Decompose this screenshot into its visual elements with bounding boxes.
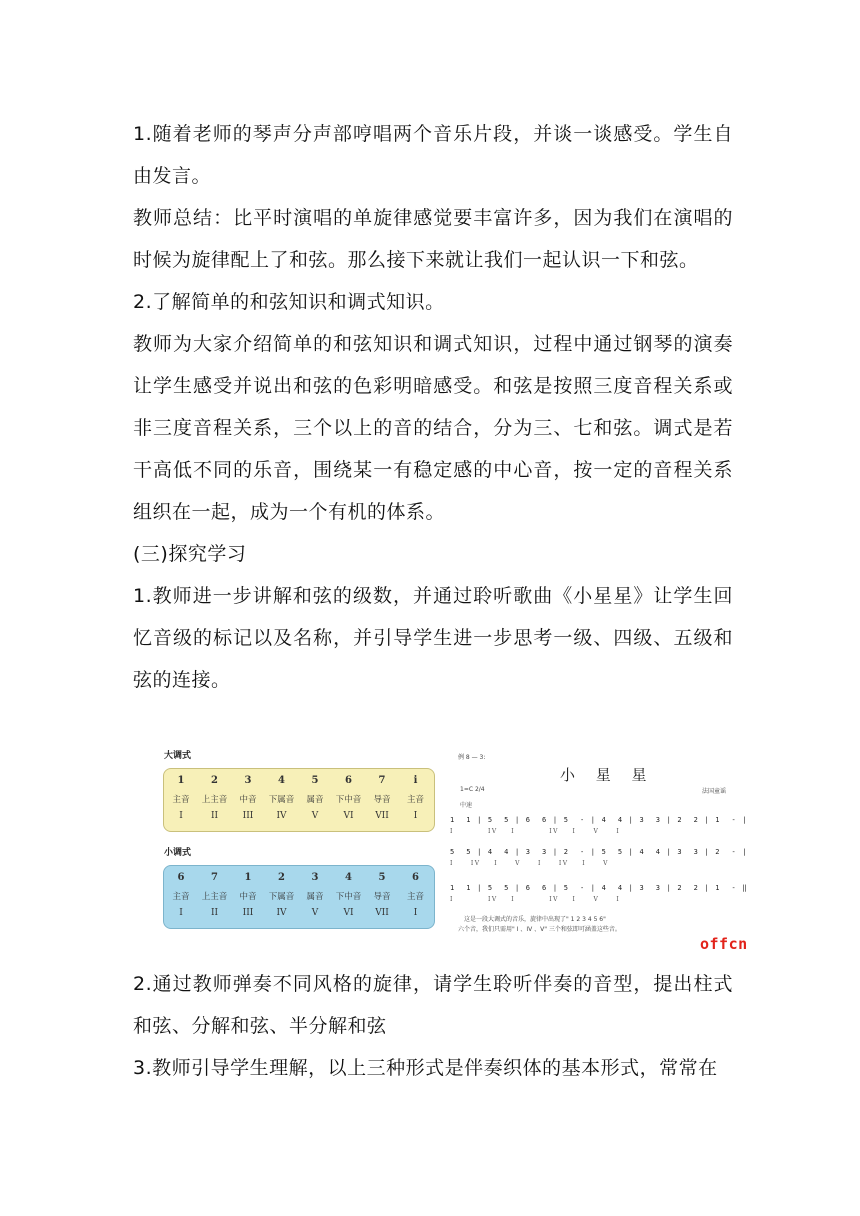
minor-scale-degree-8: 6 <box>412 872 419 883</box>
score-origin: 法国童谣 <box>702 788 727 795</box>
minor-scale-degree-6: 4 <box>345 872 352 883</box>
major-scale-name-7: 导音 <box>373 795 391 805</box>
major-scale-degree-8: i <box>413 775 418 786</box>
minor-scale-degree-2: 7 <box>211 872 218 883</box>
offcn-watermark: offcn <box>700 935 748 953</box>
minor-scale-roman-5: V <box>311 908 319 918</box>
minor-scale-roman-8: I <box>413 908 418 918</box>
major-scale-roman-3: III <box>242 811 254 821</box>
major-scale-name-5: 属音 <box>306 795 324 805</box>
major-scale-roman-1: I <box>179 811 183 821</box>
minor-scale-name-1: 主音 <box>172 892 190 902</box>
major-scale-title: 大调式 <box>164 751 192 761</box>
minor-scale-name-2: 上主音 <box>201 892 228 902</box>
minor-scale-degree-7: 5 <box>378 872 386 883</box>
minor-scale-degree-5: 3 <box>311 872 319 883</box>
score-row: 5 5 | 4 4 | 3 3 | 2 - | 5 5 | 4 4 | 3 3 | 2 - | <box>450 848 748 856</box>
major-scale-roman-2: II <box>210 811 219 821</box>
score-row: 1 1 | 5 5 | 6 6 | 5 - | 4 4 | 3 3 | 2 2 | 1 - ‖ <box>450 884 748 892</box>
minor-scale-degree-1: 6 <box>177 872 185 883</box>
paragraph-6: 1.教师进一步讲解和弦的级数，并通过聆听歌曲《小星星》让学生回忆音级的标记以及名称，并引导学生进一步思考一级、四级、五级和弦的连接。 <box>133 585 733 691</box>
minor-scale-roman-6: VI <box>343 908 354 918</box>
minor-scale-roman-4: IV <box>276 908 287 918</box>
score-note-line-2: 六个音，我们只需用" I 、IV 、V" 三个和弦即可涵盖这些音。 <box>458 926 621 933</box>
paragraph-4: 教师为大家介绍简单的和弦知识和调式知识，过程中通过钢琴的演奏让学生感受并说出和弦的色彩明暗感受。和弦是按照三度音程关系或非三度音程关系，三个以上的音的结合，分为三、七和弦。调式是若干高低不同的乐音，围绕某一有稳定感的中心音，按一定的音程关系组织在一起，成为一个有机的体系。 <box>133 333 733 523</box>
minor-scale-degree-3: 1 <box>244 872 252 883</box>
major-scale-degree-7: 7 <box>378 775 386 786</box>
major-scale-roman-7: VII <box>375 811 389 821</box>
score-key: 1=C 2/4 <box>460 786 485 793</box>
minor-scale-name-6: 下中音 <box>335 892 362 902</box>
minor-scale-name-4: 下属音 <box>268 892 295 902</box>
major-scale-roman-8: I <box>413 811 418 821</box>
paragraph-2: 教师总结：比平时演唱的单旋律感觉要丰富许多，因为我们在演唱的时候为旋律配上了和弦。那么接下来就让我们一起认识一下和弦。 <box>133 207 733 271</box>
major-scale-degree-4: 4 <box>278 775 285 786</box>
major-scale-roman-5: V <box>311 811 319 821</box>
major-scale-roman-4: IV <box>276 811 287 821</box>
major-scale-degree-2: 2 <box>211 775 218 786</box>
paragraph-3: 2.了解简单的和弦知识和调式知识。 <box>133 291 445 313</box>
score-note-line-1: 这是一段大调式的音乐，旋律中出现了" 1 2 3 4 5 6" <box>464 916 606 923</box>
score-title: 小 星 星 <box>560 766 655 784</box>
major-scale-degree-1: 1 <box>177 775 185 786</box>
paragraph-1: 1.随着老师的琴声分声部哼唱两个音乐片段，并谈一谈感受。学生自由发言。 <box>133 123 733 187</box>
major-scale-name-2: 上主音 <box>201 795 228 805</box>
chord-row: I IV I IV I V I <box>450 896 621 903</box>
section-heading: (三)探究学习 <box>133 543 247 565</box>
major-scale-name-8: 主音 <box>406 795 424 805</box>
paragraph-7: 2.通过教师弹奏不同风格的旋律，请学生聆听伴奏的音型，提出柱式和弦、分解和弦、半分解和弦 <box>133 973 733 1037</box>
major-scale-degree-3: 3 <box>244 775 252 786</box>
major-scale-roman-6: VI <box>343 811 354 821</box>
minor-scale-table <box>163 865 435 929</box>
major-scale-name-4: 下属音 <box>268 795 295 805</box>
minor-scale-degree-4: 2 <box>278 872 285 883</box>
minor-scale-roman-3: III <box>242 908 254 918</box>
minor-scale-name-3: 中音 <box>239 892 257 902</box>
score-example-label: 例 8 — 3: <box>458 754 486 761</box>
chord-row: I IV I IV I V I <box>450 828 621 835</box>
major-scale-degree-5: 5 <box>311 775 319 786</box>
minor-scale-roman-2: II <box>210 908 219 918</box>
minor-scale-roman-7: VII <box>375 908 389 918</box>
score-tempo: 中速 <box>460 802 473 809</box>
score-row: 1 1 | 5 5 | 6 6 | 5 - | 4 4 | 3 3 | 2 2 | 1 - | <box>450 816 748 824</box>
minor-scale-name-5: 属音 <box>306 892 324 902</box>
score-little-star <box>450 742 755 942</box>
major-scale-name-1: 主音 <box>172 795 190 805</box>
paragraph-8: 3.教师引导学生理解，以上三种形式是伴奏织体的基本形式，常常在 <box>133 1057 718 1079</box>
minor-scale-roman-1: I <box>179 908 183 918</box>
major-scale-name-3: 中音 <box>239 795 257 805</box>
minor-scale-name-7: 导音 <box>373 892 391 902</box>
minor-scale-name-8: 主音 <box>406 892 424 902</box>
major-scale-table <box>163 768 435 832</box>
chord-row: I IV I V I IV I V <box>450 860 609 867</box>
major-scale-degree-6: 6 <box>345 775 352 786</box>
music-figure <box>160 742 755 957</box>
major-scale-name-6: 下中音 <box>335 795 362 805</box>
minor-scale-title: 小调式 <box>164 848 192 858</box>
